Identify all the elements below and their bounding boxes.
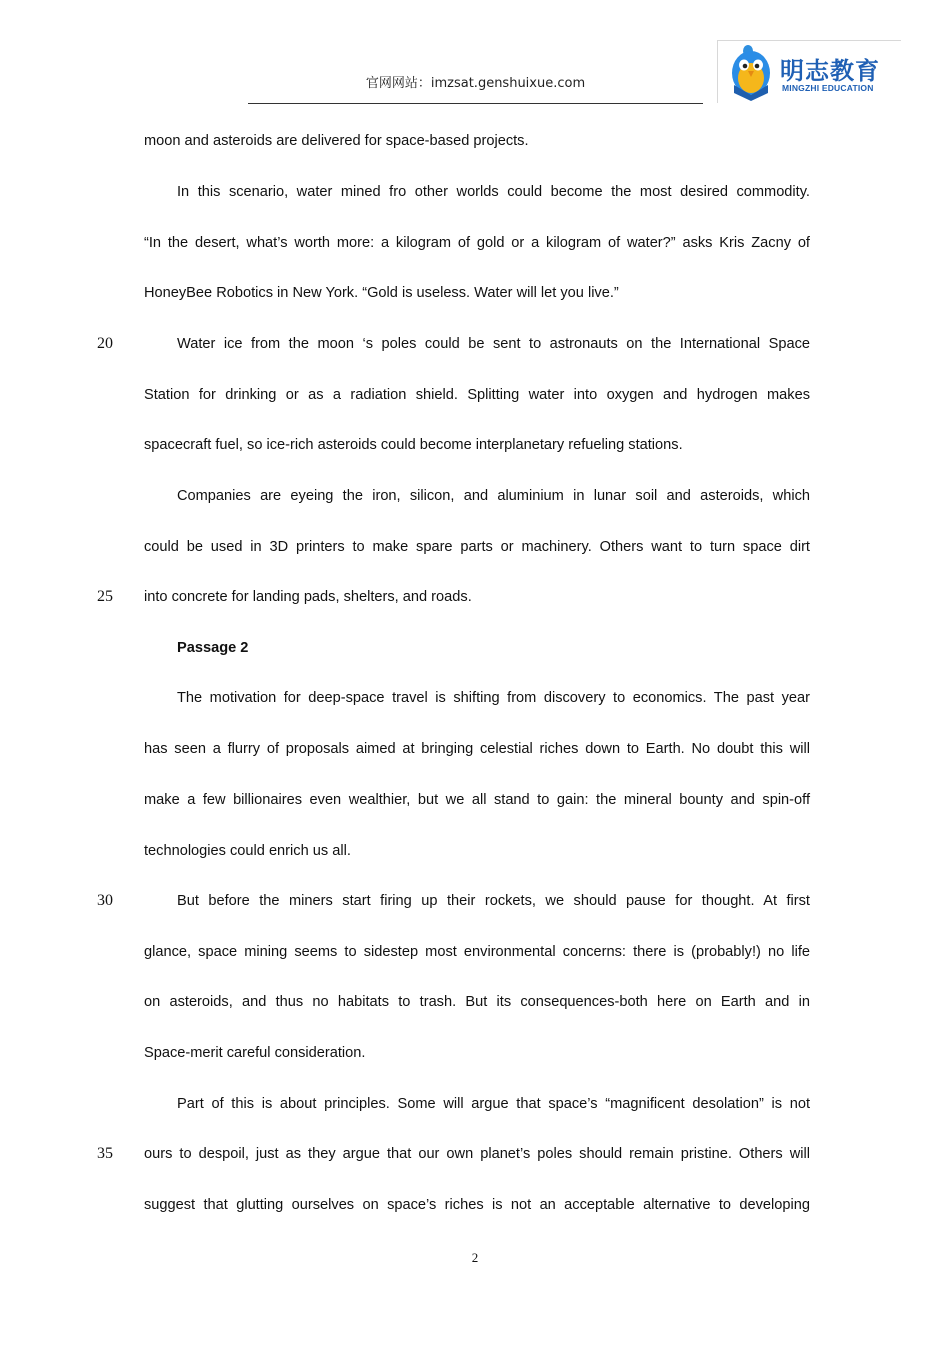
text-line: spacecraft fuel, so ice-rich asteroids could become interplanetary refueling stations. (144, 437, 683, 453)
text-line: But before the miners start firing up their rockets, we should pause for thought. At first (177, 893, 810, 909)
text-line: Water ice from the moon ‘s poles could be sent to astronauts on the International Space (177, 336, 810, 352)
text-line: In this scenario, water mined fro other worlds could become the most desired commodity. (177, 184, 810, 200)
parrot-icon (728, 43, 774, 103)
text-line: suggest that glutting ourselves on space’s riches is not an acceptable alternative to developing (144, 1197, 810, 1213)
line-number: 35 (97, 1145, 113, 1162)
line-number: 20 (97, 335, 113, 352)
line-number: 30 (97, 892, 113, 909)
text-line: ours to despoil, just as they argue that our own planet’s poles should remain pristine. Others will (144, 1146, 810, 1162)
text-line: Space-merit careful consideration. (144, 1045, 366, 1061)
text-line: glance, space mining seems to sidestep most environmental concerns: there is (probably!) no life (144, 944, 810, 960)
logo-english-text: MINGZHI EDUCATION (782, 83, 874, 93)
text-line: technologies could enrich us all. (144, 843, 351, 859)
passage-heading: Passage 2 (177, 640, 249, 656)
text-line: moon and asteroids are delivered for space-based projects. (144, 133, 529, 149)
line-number: 25 (97, 588, 113, 605)
page-number: 2 (471, 1250, 479, 1265)
text-line: into concrete for landing pads, shelters, and roads. (144, 589, 472, 605)
text-line: could be used in 3D printers to make spare parts or machinery. Others want to turn space dirt (144, 539, 810, 555)
header-website: 官网网站：imzsat.genshuixue.com (365, 76, 586, 91)
text-line: The motivation for deep-space travel is shifting from discovery to economics. The past year (177, 690, 810, 706)
header-rule (248, 103, 703, 104)
logo-chinese-text: 明志教育 (780, 57, 880, 85)
logo (717, 40, 901, 103)
text-line: has seen a flurry of proposals aimed at bringing celestial riches down to Earth. No doubt this will (144, 741, 810, 757)
text-line: Companies are eyeing the iron, silicon, and aluminium in lunar soil and asteroids, which (177, 488, 810, 504)
text-line: “In the desert, what’s worth more: a kilogram of gold or a kilogram of water?” asks Kris Zacny of (144, 235, 810, 251)
text-line: Station for drinking or as a radiation shield. Splitting water into oxygen and hydrogen makes (144, 387, 810, 403)
text-line: on asteroids, and thus no habitats to trash. But its consequences-both here on Earth and in (144, 994, 810, 1010)
text-line: make a few billionaires even wealthier, but we all stand to gain: the mineral bounty and spin-off (144, 792, 810, 808)
text-line: Part of this is about principles. Some will argue that space’s “magnificent desolation” is not (177, 1096, 810, 1112)
text-line: HoneyBee Robotics in New York. “Gold is useless. Water will let you live.” (144, 285, 619, 301)
